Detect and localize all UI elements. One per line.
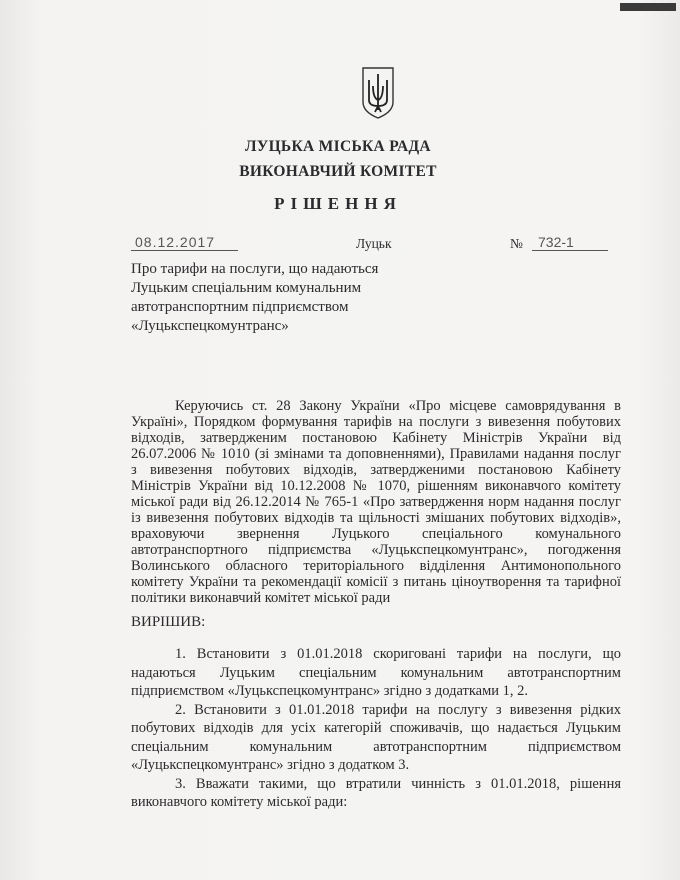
- preamble-line: Керуючись ст. 28 Закону України «Про місцеве самоврядування в: [175, 398, 621, 414]
- document-type: РІШЕННЯ: [274, 194, 402, 213]
- preamble-line: Україні», Порядком формування тарифів на послуги з вивезення побутових: [131, 414, 621, 430]
- preamble-line: 26.07.2006 № 1010 (зі змінами та доповненнями), Правилами надання послуг: [131, 446, 621, 462]
- item-line: підприємством «Луцькспецкомунтранс» згідно з додатками 1, 2.: [131, 683, 529, 699]
- council-name: ЛУЦЬКА МІСЬКА РАДА: [245, 138, 431, 155]
- resolution-items: [131, 645, 621, 812]
- item-line: 1. Встановити з 01.01.2018 скориговані тарифи на послуги, що: [175, 646, 621, 662]
- resolution-item-3: [131, 775, 621, 812]
- city: Луцьк: [356, 236, 392, 251]
- subject-line: «Луцькспецкомунтранс»: [131, 318, 289, 334]
- item-line: 2. Встановити з 01.01.2018 тарифи на послугу з вивезення рідких: [175, 701, 621, 718]
- preamble-line: із вивезення побутових відходів та щільності змішаних побутових відходів»,: [131, 510, 621, 526]
- preamble-line: міської ради від 26.12.2014 № 765-1 «Про затвердження норм надання послуг: [131, 494, 621, 510]
- resolution-item-2: [131, 701, 621, 775]
- item-line: виконавчого комітету міської ради:: [131, 794, 348, 810]
- decision-subject: [131, 260, 378, 336]
- subject-line: Луцьким спеціальним комунальним: [131, 280, 362, 296]
- number-label: №: [510, 236, 523, 251]
- preamble-line: комітету України та рекомендації комісії з питань ціноутворення та тарифної: [131, 574, 621, 590]
- preamble-line: Міністрів України від 10.12.2008 № 1070, рішенням виконавчого комітету: [131, 478, 621, 494]
- preamble-line: відходів, затвердженим постановою Кабінету Міністрів України від: [131, 430, 621, 446]
- committee-name: ВИКОНАВЧИЙ КОМІТЕТ: [239, 163, 437, 180]
- preamble-line: з вивезення побутових відходів, затвердженими постановою Кабінету: [131, 462, 621, 478]
- item-line: побутових відходів для усіх категорій споживачів, що надається Луцьким: [131, 720, 621, 736]
- item-line: надаються Луцьким спеціальним комунальним автотранспортним: [131, 664, 621, 681]
- subject-line: Про тарифи на послуги, що надаються: [131, 261, 379, 277]
- preamble-paragraph: [131, 398, 621, 606]
- subject-line: автотранспортним підприємством: [131, 299, 349, 315]
- item-line: 3. Вважати такими, що втратили чинність з 01.01.2018, рішення: [175, 775, 621, 792]
- preamble-line: автотранспортного підприємства «Луцькспецкомунтранс», погодження: [131, 542, 621, 558]
- preamble-line: політики виконавчий комітет міської ради: [131, 590, 391, 606]
- decision-date: 08.12.2017: [131, 234, 238, 251]
- item-line: спеціальним комунальним автотранспортним підприємством: [131, 738, 621, 755]
- resolved-heading: ВИРІШИВ:: [131, 614, 206, 630]
- preamble-line: Волинського обласного територіального відділення Антимонопольного: [131, 558, 621, 574]
- resolution-item-1: [131, 645, 621, 701]
- scan-mark: [620, 3, 676, 11]
- item-line: «Луцькспецкомунтранс» згідно з додатком 3.: [131, 757, 410, 773]
- decision-number: 732-1: [532, 234, 608, 251]
- preamble-line: враховуючи звернення Луцького спеціального комунального: [131, 526, 621, 542]
- coat-of-arms-icon: [361, 66, 395, 120]
